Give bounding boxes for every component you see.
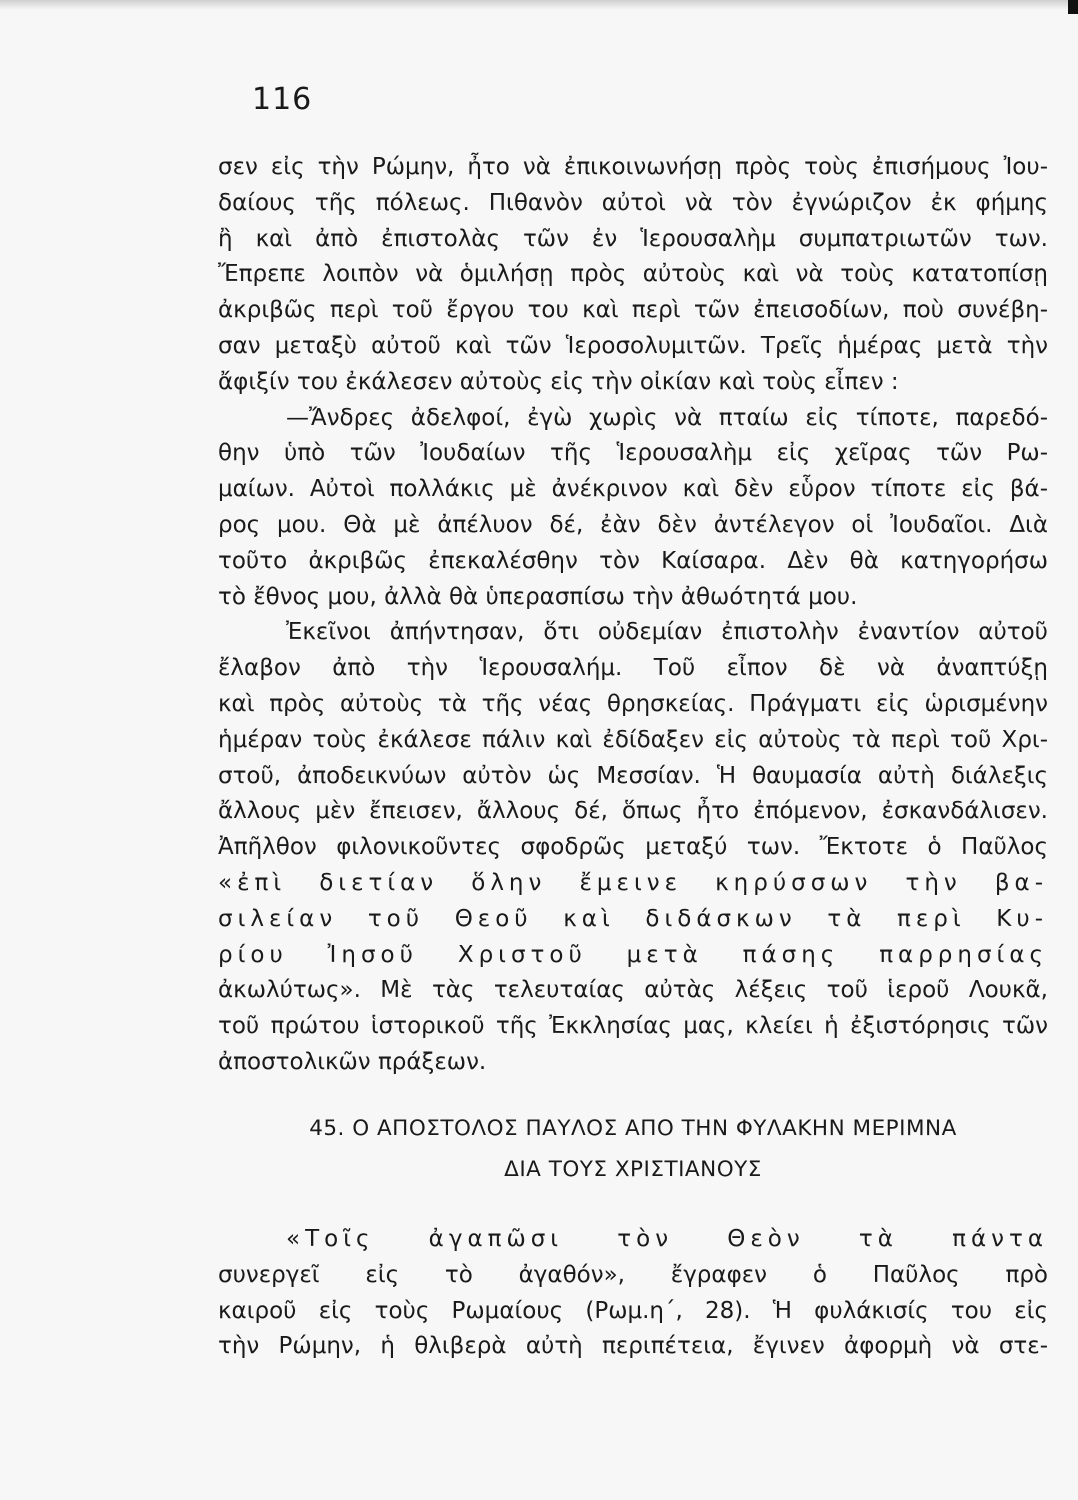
- text-line: ἄλλους μὲν ἔπεισεν, ἄλλους δέ, ὅπως ἦτο ἐπόμενον, ἐσκανδάλισεν.: [218, 798, 1048, 825]
- text-line: ἔλαβον ἀπὸ τὴν Ἱερουσαλήμ. Τοῦ εἶπον δὲ νὰ ἀναπτύξῃ: [218, 655, 1048, 682]
- text-line: θην ὑπὸ τῶν Ἰουδαίων τῆς Ἱερουσαλὴμ εἰς χεῖρας τῶν Ρω-: [218, 440, 1048, 467]
- page-top-edge-shadow: [0, 0, 1078, 10]
- text-line: σαν μεταξὺ αὐτοῦ καὶ τῶν Ἱεροσολυμιτῶν. Τρεῖς ἡμέρας μετὰ τὴν: [218, 332, 1048, 359]
- text-line: ἀκωλύτως». Μὲ τὰς τελευταίας αὐτὰς λέξεις τοῦ ἱεροῦ Λουκᾶ,: [218, 977, 1048, 1004]
- text-line: μαίων. Αὐτοὶ πολλάκις μὲ ἀνέκρινον καὶ δὲν εὗρον τίποτε εἰς βά-: [218, 476, 1048, 503]
- text-line: συνεργεῖ εἰς τὸ ἀγαθόν», ἔγραφεν ὁ Παῦλος πρὸ: [218, 1261, 1048, 1288]
- page-number: 116: [252, 82, 313, 117]
- text-line: σεν εἰς τὴν Ρώμην, ἦτο νὰ ἐπικοινωνήσῃ πρὸς τοὺς ἐπισήμους Ἰου-: [218, 154, 1048, 180]
- text-line: —Ἄνδρες ἀδελφοί, ἐγὼ χωρὶς νὰ πταίω εἰς τίποτε, παρεδό-: [286, 404, 1048, 431]
- text-line: Ἐκεῖνοι ἀπήντησαν, ὅτι οὐδεμίαν ἐπιστολὴν ἐναντίον αὐτοῦ: [286, 619, 1048, 646]
- text-line: ἀκριβῶς περὶ τοῦ ἔργου του καὶ περὶ τῶν ἐπεισοδίων, ποὺ συνέβη-: [218, 297, 1048, 324]
- text-line: ἡμέραν τοὺς ἐκάλεσε πάλιν καὶ ἐδίδαξεν εἰς αὐτοὺς τὰ περὶ τοῦ Χρι-: [218, 726, 1048, 753]
- text-line: τοῦ πρώτου ἱστορικοῦ τῆς Ἐκκλησίας μας, κλείει ἡ ἐξιστόρησις τῶν: [218, 1013, 1048, 1040]
- body-text-top: [218, 150, 1048, 1081]
- text-line: Ἀπῆλθον φιλονικοῦντες σφοδρῶς μεταξύ των. Ἔκτοτε ὁ Παῦλος: [218, 834, 1048, 861]
- text-line: ἄφιξίν του ἐκάλεσεν αὐτοὺς εἰς τὴν οἰκίαν καὶ τοὺς εἶπεν :: [218, 368, 899, 395]
- body-text-bottom: [218, 1222, 1048, 1365]
- text-line: δαίους τῆς πόλεως. Πιθανὸν αὐτοὶ νὰ τὸν ἐγνώριζον ἐκ φήμης: [218, 189, 1048, 216]
- text-line: «ἐπὶ διετίαν ὅλην ἔμεινε κηρύσσων τὴν βα-: [218, 869, 1048, 896]
- text-line: τὸ ἔθνος μου, ἀλλὰ θὰ ὑπερασπίσω τὴν ἀθωότητά μου.: [218, 583, 858, 610]
- text-line: στοῦ, ἀποδεικνύων αὐτὸν ὡς Μεσσίαν. Ἡ θαυμασία αὐτὴ διάλεξις: [218, 762, 1048, 789]
- text-line: καιροῦ εἰς τοὺς Ρωμαίους (Ρωμ.η΄, 28). Ἡ φυλάκισίς του εἰς: [218, 1297, 1048, 1324]
- text-line: ἀποστολικῶν πράξεων.: [218, 1048, 487, 1075]
- text-line: ρίου Ἰησοῦ Χριστοῦ μετὰ πάσης παρρησίας: [218, 941, 1048, 968]
- text-line: τὴν Ρώμην, ἡ θλιβερὰ αὐτὴ περιπέτεια, ἔγινεν ἀφορμὴ νὰ στε-: [218, 1333, 1048, 1360]
- text-line: «Τοῖς ἀγαπῶσι τὸν Θεὸν τὰ πάντα: [286, 1226, 1048, 1252]
- text-line: καὶ πρὸς αὐτοὺς τὰ τῆς νέας θρησκείας. Πράγματι εἰς ὡρισμένην: [218, 690, 1048, 717]
- text-line: σιλείαν τοῦ Θεοῦ καὶ διδάσκων τὰ περὶ Κυ-: [218, 905, 1048, 932]
- section-heading-line-1: 45. Ο ΑΠΟΣΤΟΛΟΣ ΠΑΥΛΟΣ ΑΠΟ ΤΗΝ ΦΥΛΑΚΗΝ ΜΕΡΙΜΝΑ: [309, 1116, 957, 1141]
- text-line: Ἔπρεπε λοιπὸν νὰ ὁμιλήσῃ πρὸς αὐτοὺς καὶ νὰ τοὺς κατατοπίσῃ: [218, 261, 1048, 288]
- text-line: ρος μου. Θὰ μὲ ἀπέλυον δέ, ἐὰν δὲν ἀντέλεγον οἱ Ἰουδαῖοι. Διὰ: [218, 511, 1048, 538]
- section-heading-line-2: ΔΙΑ ΤΟΥΣ ΧΡΙΣΤΙΑΝΟΥΣ: [504, 1157, 762, 1182]
- page-corner-mark: [1068, 0, 1078, 14]
- text-line: ἢ καὶ ἀπὸ ἐπιστολὰς τῶν ἐν Ἱερουσαλὴμ συμπατριωτῶν των.: [218, 225, 1048, 252]
- text-line: τοῦτο ἀκριβῶς ἐπεκαλέσθην τὸν Καίσαρα. Δὲν θὰ κατηγορήσω: [218, 547, 1048, 574]
